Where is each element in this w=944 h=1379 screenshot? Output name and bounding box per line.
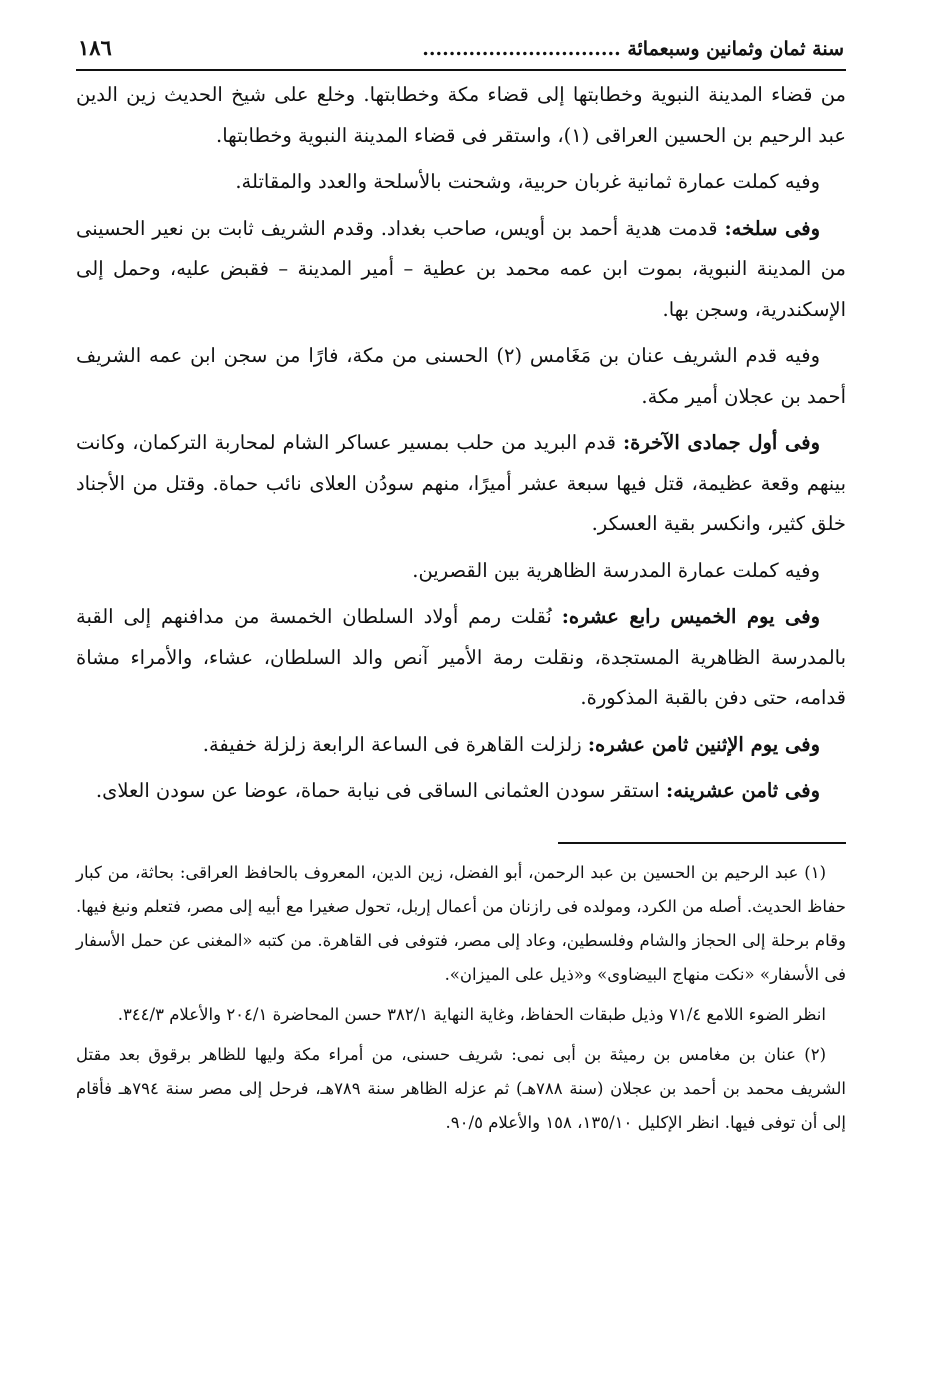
paragraph-lead: وفى أول جمادى الآخرة: (622, 431, 820, 454)
main-text (76, 75, 846, 812)
paragraph (76, 423, 846, 545)
leader-dots: .............................. (422, 38, 621, 60)
paragraph (76, 162, 846, 203)
paragraph (76, 771, 846, 812)
footnote: انظر الضوء اللامع ٧١/٤ وذيل طبقات الحفاظ، وغاية النهاية ٣٨٢/١ حسن المحاضرة ٢٠٤/١ والأعلام ٣٤٤/٣. (117, 1004, 826, 1024)
footnotes (76, 856, 846, 1140)
paragraph-lead: وفى يوم الخميس رابع عشره: (561, 605, 820, 628)
paragraph-text: استقر سودن العثمانى الساقى فى نيابة حماة، عوضا عن سودن العلاى. (95, 779, 667, 802)
book-page (76, 30, 846, 1146)
footnote: (٢) عنان بن مغامس بن رميثة بن أبى نمى: شريف حسنى، من أمراء مكة وليها للظاهر برقوق بعد مقتل الشريف محمد بن أحمد بن عجلان (سنة ٧٨٨هـ) ثم عزله الظاهر سنة ٧٨٩هـ، فرحل إلى مصر سنة ٧٩٤هـ فأقام إلى أن توفى فيها. انظر الإكليل ١٣٥/١٠، ١٥٨ والأعلام ٩٠/٥. (76, 1044, 847, 1132)
paragraph-text: قدم البريد من حلب بمسير عساكر الشام لمحاربة التركمان، وكانت بينهم وقعة عظيمة، قتل فيها سبعة عشر أميرًا، منهم سودُن العلاى نائب حماة. وقتل من الأجناد خلق كثير، وانكسر بقية العسكر. (76, 431, 846, 535)
paragraph-lead: وفى يوم الإثنين ثامن عشره: (587, 732, 820, 756)
paragraph (76, 551, 846, 592)
page-header (76, 30, 846, 71)
paragraph (76, 725, 846, 766)
running-title-text: سنة ثمان وثمانين وسبعمائة (627, 38, 844, 60)
paragraph (76, 209, 846, 331)
paragraph-text: زلزلت القاهرة فى الساعة الرابعة زلزلة خفيفة. (202, 732, 588, 756)
paragraph-text: نُقلت رمم أولاد السلطان الخمسة من مدافنهم إلى القبة بالمدرسة الظاهرية المستجدة، ونقلت رمة الأمير آنص والد السلطان، عشاء، والأمراء مشاة قدامه، حتى دفن بالقبة المذكورة. (76, 605, 846, 709)
paragraph-text: وفيه كملت عمارة المدرسة الظاهرية بين القصرين. (412, 558, 820, 582)
paragraph-text: من قضاء المدينة النبوية وخطابتها إلى قضاء مكة وخطابتها. وخلع على شيخ الحديث زين الدين عبد الرحيم بن الحسين العراقى (١)، واستقر فى قضاء المدينة النبوية وخطابتها. (76, 83, 846, 147)
paragraph-lead: وفى سلخه: (724, 216, 820, 240)
paragraph-text: وفيه قدم الشريف عنان بن مَغَامس (٢) الحسنى من مكة، فارًا من سجن ابن عمه الشريف أحمد بن عجلان أمير مكة. (76, 344, 846, 408)
paragraph (76, 336, 846, 417)
paragraph (76, 75, 846, 156)
paragraph-lead: وفى ثامن عشرينه: (666, 779, 820, 802)
paragraph-text: وفيه كملت عمارة ثمانية غربان حربية، وشحنت بالأسلحة والعدد والمقاتلة. (235, 170, 820, 193)
page-number: ١٨٦ (78, 35, 112, 60)
paragraph-text: قدمت هدية أحمد بن أويس، صاحب بغداد. وقدم الشريف ثابت بن نعير الحسينى من المدينة النبوية، بموت ابن عمه محمد بن عطية – أمير المدينة – فقبض عليه، وحمل إلى الإسكندرية، وسجن بها. (76, 216, 846, 321)
running-title (422, 31, 844, 67)
footnote-divider (558, 842, 846, 844)
paragraph (76, 597, 846, 719)
footnote: (١) عبد الرحيم بن الحسين بن عبد الرحمن، أبو الفضل، زين الدين، المعروف بالحافظ العراقى: بحاثة، من كبار حفاظ الحديث. أصله من الكرد، ومولده فى رازنان من أعمال إربل، تحول صغيرا مع أبيه إلى مصر، فتعلم ونبغ فيها. وقام برحلة إلى الحجاز والشام وفلسطين، وعاد إلى مصر، فتوفى فى القاهرة. من كتبه «المغنى عن حمل الأسفار فى الأسفار» «نكت منهاج البيضاوى» و«ذيل على الميزان». (76, 862, 846, 984)
